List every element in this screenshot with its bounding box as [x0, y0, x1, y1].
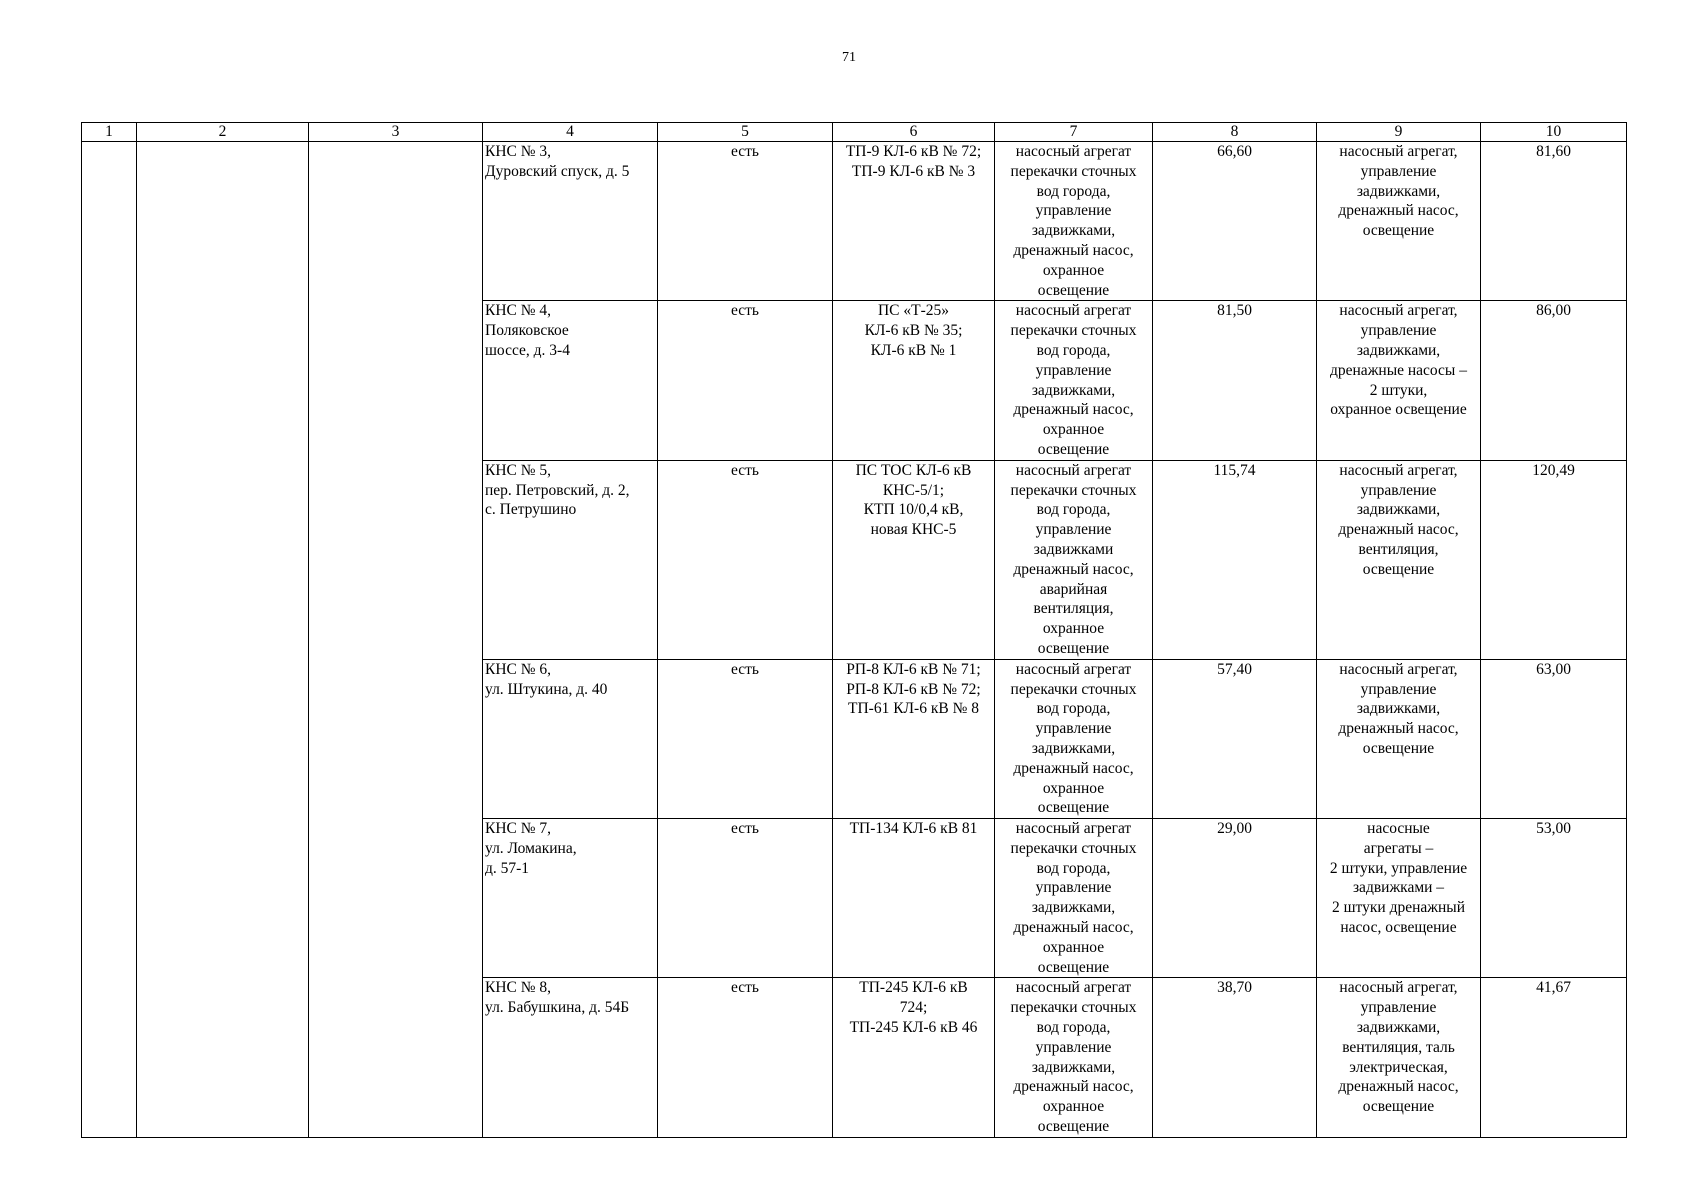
- equipment-cell: насосный агрегат перекачки сточных вод города, управление задвижками дренажный насос, аварийная вентиляция, охранное освещение: [995, 460, 1153, 659]
- station-address-cell: КНС № 7, ул. Ломакина, д. 57-1: [483, 819, 658, 978]
- power-source-cell: ТП-134 КЛ-6 кВ 81: [833, 819, 995, 978]
- column-header-1: 1: [82, 123, 137, 142]
- column-header-6: 6: [833, 123, 995, 142]
- equipment-planned-cell: насосные агрегаты – 2 штуки, управление задвижками – 2 штуки дренажный насос, освещение: [1317, 819, 1481, 978]
- power-source-cell: ТП-245 КЛ-6 кВ 724; ТП-245 КЛ-6 кВ 46: [833, 978, 995, 1137]
- header-row: [82, 123, 1627, 142]
- data-table: [81, 122, 1627, 1138]
- value-cell-10: 86,00: [1481, 301, 1627, 460]
- value-cell-8: 29,00: [1153, 819, 1317, 978]
- equipment-planned-cell: насосный агрегат, управление задвижками, вентиляция, таль электрическая, дренажный насос, освещение: [1317, 978, 1481, 1137]
- power-source-cell: ТП-9 КЛ-6 кВ № 72; ТП-9 КЛ-6 кВ № 3: [833, 142, 995, 301]
- station-address-cell: КНС № 4, Поляковское шоссе, д. 3-4: [483, 301, 658, 460]
- equipment-cell: насосный агрегат перекачки сточных вод города, управление задвижками, дренажный насос, охранное освещение: [995, 978, 1153, 1137]
- column-header-5: 5: [658, 123, 833, 142]
- equipment-planned-cell: насосный агрегат, управление задвижками, дренажный насос, освещение: [1317, 142, 1481, 301]
- column-header-2: 2: [137, 123, 309, 142]
- equipment-cell: насосный агрегат перекачки сточных вод города, управление задвижками, дренажный насос, охранное освещение: [995, 142, 1153, 301]
- equipment-planned-cell: насосный агрегат, управление задвижками, дренажный насос, освещение: [1317, 659, 1481, 818]
- availability-cell: есть: [658, 659, 833, 818]
- value-cell-10: 81,60: [1481, 142, 1627, 301]
- page-number: 71: [842, 50, 856, 65]
- power-source-cell: ПС «Т-25» КЛ-6 кВ № 35; КЛ-6 кВ № 1: [833, 301, 995, 460]
- equipment-planned-cell: насосный агрегат, управление задвижками, дренажный насос, вентиляция, освещение: [1317, 460, 1481, 659]
- value-cell-10: 63,00: [1481, 659, 1627, 818]
- value-cell-10: 41,67: [1481, 978, 1627, 1137]
- equipment-cell: насосный агрегат перекачки сточных вод города, управление задвижками, дренажный насос, охранное освещение: [995, 301, 1153, 460]
- availability-cell: есть: [658, 460, 833, 659]
- equipment-planned-cell: насосный агрегат, управление задвижками, дренажные насосы – 2 штуки, охранное освещение: [1317, 301, 1481, 460]
- station-address-cell: КНС № 5, пер. Петровский, д. 2, с. Петрушино: [483, 460, 658, 659]
- value-cell-8: 38,70: [1153, 978, 1317, 1137]
- value-cell-8: 81,50: [1153, 301, 1317, 460]
- power-source-cell: РП-8 КЛ-6 кВ № 71; РП-8 КЛ-6 кВ № 72; ТП-61 КЛ-6 кВ № 8: [833, 659, 995, 818]
- value-cell-8: 66,60: [1153, 142, 1317, 301]
- power-source-cell: ПС ТОС КЛ-6 кВ КНС-5/1; КТП 10/0,4 кВ, новая КНС-5: [833, 460, 995, 659]
- value-cell-8: 57,40: [1153, 659, 1317, 818]
- availability-cell: есть: [658, 142, 833, 301]
- value-cell-8: 115,74: [1153, 460, 1317, 659]
- column-header-4: 4: [483, 123, 658, 142]
- column-header-10: 10: [1481, 123, 1627, 142]
- merged-cell-col-3: [309, 142, 483, 1138]
- equipment-cell: насосный агрегат перекачки сточных вод города, управление задвижками, дренажный насос, охранное освещение: [995, 819, 1153, 978]
- availability-cell: есть: [658, 819, 833, 978]
- column-header-9: 9: [1317, 123, 1481, 142]
- column-header-7: 7: [995, 123, 1153, 142]
- station-address-cell: КНС № 8, ул. Бабушкина, д. 54Б: [483, 978, 658, 1137]
- merged-cell-col-1: [82, 142, 137, 1138]
- table-row: [82, 142, 1627, 301]
- value-cell-10: 53,00: [1481, 819, 1627, 978]
- station-address-cell: КНС № 6, ул. Штукина, д. 40: [483, 659, 658, 818]
- column-header-8: 8: [1153, 123, 1317, 142]
- availability-cell: есть: [658, 978, 833, 1137]
- station-address-cell: КНС № 3, Дуровский спуск, д. 5: [483, 142, 658, 301]
- column-header-3: 3: [309, 123, 483, 142]
- equipment-cell: насосный агрегат перекачки сточных вод города, управление задвижками, дренажный насос, охранное освещение: [995, 659, 1153, 818]
- value-cell-10: 120,49: [1481, 460, 1627, 659]
- availability-cell: есть: [658, 301, 833, 460]
- merged-cell-col-2: [137, 142, 309, 1138]
